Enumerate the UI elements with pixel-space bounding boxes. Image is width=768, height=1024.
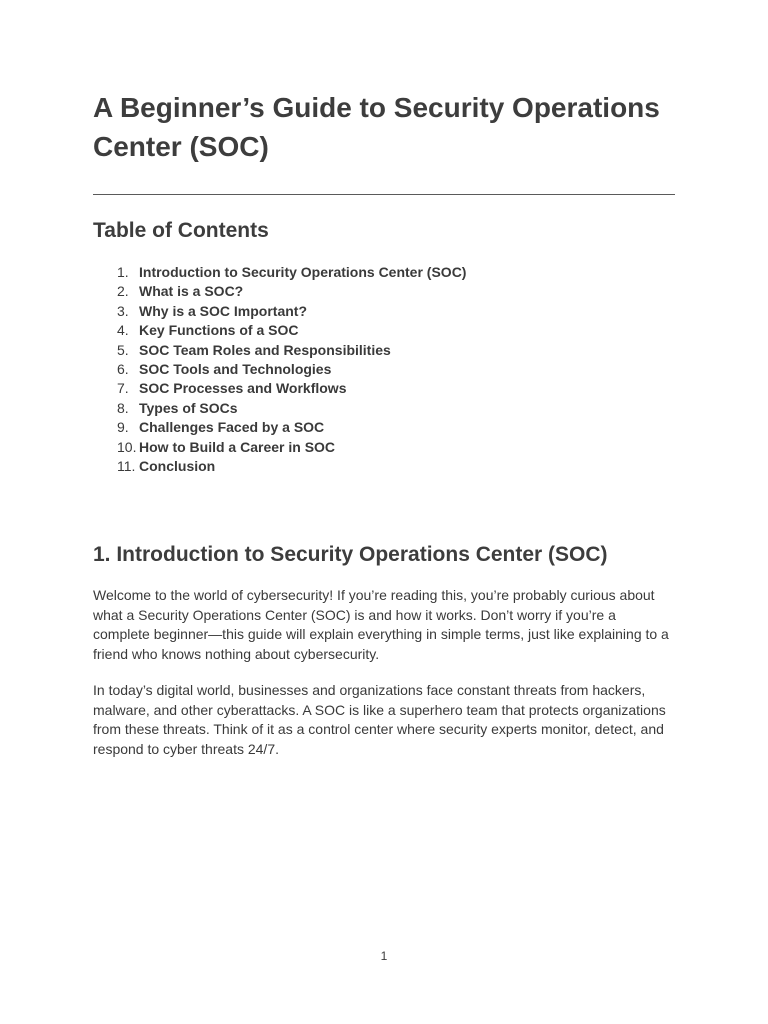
toc-item-conclusion[interactable]	[93, 457, 466, 476]
toc-item-label: Why is a SOC Important?	[139, 302, 308, 319]
toc-item-why-important[interactable]	[93, 302, 466, 321]
page-number: 1	[380, 949, 388, 963]
toc-item-number: 2.	[117, 283, 129, 300]
toc-item-label: SOC Tools and Technologies	[139, 360, 332, 377]
toc-item-processes[interactable]	[93, 379, 466, 398]
toc-item-number: 9.	[117, 419, 129, 436]
toc-item-number: 8.	[117, 399, 129, 416]
toc-item-number: 7.	[117, 380, 129, 397]
toc-item-number: 5.	[117, 341, 129, 358]
toc-item-number: 1.	[117, 264, 129, 280]
toc-item-challenges[interactable]	[93, 418, 466, 437]
toc-item-number: 11.	[117, 457, 136, 474]
toc-item-number: 10.	[117, 438, 137, 455]
document-title: A Beginner’s Guide to Security Operations Center (SOC)	[93, 92, 660, 162]
toc-item-team-roles[interactable]	[93, 341, 466, 360]
toc-item-label: Challenges Faced by a SOC	[139, 419, 325, 436]
title-divider	[93, 194, 675, 195]
section-1-paragraph: Welcome to the world of cybersecurity! If you’re reading this, you’re probably curious about what a Security Operations Center (SOC) is and how it works. Don’t worry if you’re a complete beginner—this guide will explain everything in simple terms, just like explaining to a friend who knows nothing about cybersecurity.	[93, 587, 669, 662]
toc-item-what-is-soc[interactable]	[93, 282, 466, 301]
toc-item-number: 3.	[117, 302, 129, 319]
toc-item-label: SOC Team Roles and Responsibilities	[139, 341, 391, 358]
toc-item-number: 6.	[117, 360, 129, 377]
section-1-paragraph: In today’s digital world, businesses and organizations face constant threats from hackers, malware, and other cyberattacks. A SOC is like a superhero team that protects organizations from these threats. Think of it as a control center where security experts monitor, detect, and respond to cyber threats 24/7.	[93, 682, 666, 757]
toc-heading: Table of Contents	[93, 219, 269, 242]
toc-item-label: Types of SOCs	[139, 399, 238, 416]
table-of-contents	[93, 263, 466, 476]
toc-item-label: Conclusion	[139, 457, 216, 474]
section-1-heading: 1. Introduction to Security Operations Center (SOC)	[93, 543, 608, 566]
toc-item-label: What is a SOC?	[139, 283, 244, 300]
toc-item-number: 4.	[117, 322, 129, 339]
toc-item-tools[interactable]	[93, 360, 466, 379]
toc-item-label: Introduction to Security Operations Center (SOC)	[139, 264, 467, 280]
toc-item-label: How to Build a Career in SOC	[139, 438, 336, 455]
toc-item-introduction[interactable]	[93, 263, 466, 282]
toc-item-label: SOC Processes and Workflows	[139, 380, 347, 397]
toc-item-types[interactable]	[93, 399, 466, 418]
toc-item-career[interactable]	[93, 438, 466, 457]
toc-item-label: Key Functions of a SOC	[139, 322, 299, 339]
document-page	[93, 0, 675, 1024]
toc-item-key-functions[interactable]	[93, 321, 466, 340]
